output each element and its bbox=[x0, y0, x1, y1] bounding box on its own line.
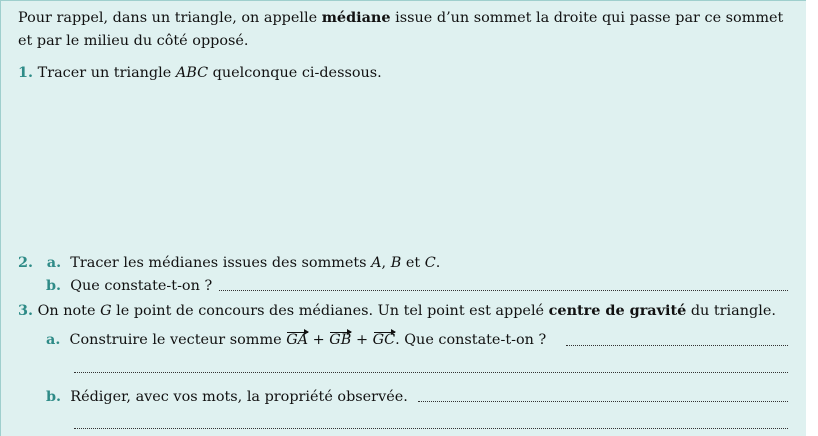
question-3-text-mid: le point de concours des médianes. Un tel point est appelé bbox=[111, 303, 549, 319]
intro-text-end: issue d’un sommet la droite qui passe par ce sommet bbox=[390, 10, 784, 26]
question-3-bold-term: centre de gravité bbox=[548, 302, 687, 319]
answer-line-3a-2[interactable] bbox=[74, 372, 788, 373]
question-2b-text: Que constate-t-on ? bbox=[70, 278, 213, 294]
question-3-text-end: du triangle. bbox=[686, 303, 776, 319]
question-2b-letter: b. bbox=[46, 277, 62, 294]
question-3b-letter: b. bbox=[46, 388, 62, 405]
vector-GC: GC bbox=[372, 332, 396, 348]
intro-bold-term: médiane bbox=[321, 9, 391, 26]
sep: et bbox=[401, 255, 425, 271]
sep: , bbox=[381, 255, 391, 271]
plus: + bbox=[308, 332, 330, 348]
question-1 bbox=[18, 64, 382, 82]
question-3a-text: Construire le vecteur somme bbox=[69, 332, 287, 348]
question-3a-letter: a. bbox=[46, 331, 61, 348]
sep: . bbox=[435, 255, 441, 271]
intro-line-2: et par le milieu du côté opposé. bbox=[18, 33, 249, 49]
answer-line-3b-2[interactable] bbox=[74, 428, 788, 429]
intro-line-1 bbox=[18, 9, 783, 27]
question-3a-text-end: . Que constate-t-on ? bbox=[395, 332, 547, 348]
vector-GA: GA bbox=[286, 332, 309, 348]
answer-line-2b[interactable] bbox=[219, 290, 788, 291]
question-1-var: ABC bbox=[175, 65, 209, 81]
answer-line-3b-1[interactable] bbox=[418, 401, 788, 402]
question-1-text: Tracer un triangle bbox=[37, 65, 176, 81]
vector-GB: GB bbox=[329, 332, 352, 348]
question-2a-letter: a. bbox=[46, 254, 62, 271]
question-1-number: 1. bbox=[18, 64, 34, 81]
drawing-area[interactable] bbox=[18, 90, 788, 245]
var-C: C bbox=[424, 255, 436, 271]
question-3-text: On note bbox=[37, 303, 101, 319]
question-3b bbox=[46, 388, 408, 406]
var-B: B bbox=[390, 255, 402, 271]
question-2b bbox=[46, 277, 212, 295]
answer-line-3a-1[interactable] bbox=[566, 345, 788, 346]
question-3 bbox=[18, 302, 776, 320]
question-3a bbox=[46, 331, 546, 349]
question-1-text-end: quelconque ci-dessous. bbox=[208, 65, 382, 81]
var-A: A bbox=[371, 255, 382, 271]
question-2a bbox=[18, 254, 440, 272]
question-3b-text: Rédiger, avec vos mots, la propriété observée. bbox=[70, 389, 408, 405]
intro-text: Pour rappel, dans un triangle, on appelle bbox=[18, 10, 322, 26]
plus: + bbox=[351, 332, 373, 348]
question-3-number: 3. bbox=[18, 302, 34, 319]
var-G: G bbox=[100, 303, 112, 319]
question-2-number: 2. bbox=[18, 254, 34, 271]
question-2a-text: Tracer les médianes issues des sommets bbox=[70, 255, 372, 271]
